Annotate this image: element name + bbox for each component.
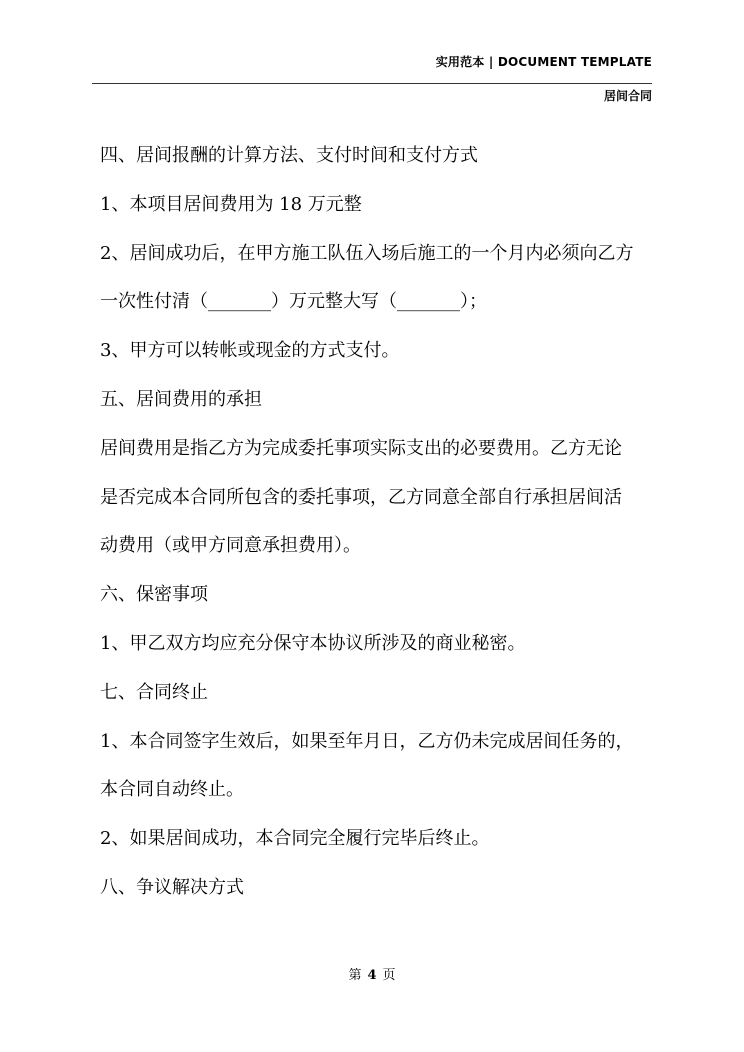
paragraph-line: 动费用（或甲方同意承担费用）。 xyxy=(100,535,361,557)
header-subtitle: 居间合同 xyxy=(603,89,652,103)
paragraph-line: 2、居间成功后，在甲方施工队伍入场后施工的一个月内必须向乙方 xyxy=(100,242,634,264)
section-heading-4: 四、居间报酬的计算方法、支付时间和支付方式 xyxy=(100,145,478,166)
paragraph-line: 3、甲方可以转帐或现金的方式支付。 xyxy=(100,340,400,362)
page-label-suffix: 页 xyxy=(382,968,396,983)
paragraph-line: 1、本合同签字生效后，如果至年月日，乙方仍未完成居间任务的， xyxy=(100,730,634,752)
paragraph-line: 是否完成本合同所包含的委托事项，乙方同意全部自行承担居间活 xyxy=(100,486,622,508)
document-body xyxy=(100,139,660,920)
page-footer xyxy=(0,964,744,983)
page-label-prefix: 第 xyxy=(348,968,362,983)
paragraph-line: 一次性付清（_______）万元整大写（_______）； xyxy=(100,291,487,313)
header-title: 实用范本 | DOCUMENT TEMPLATE xyxy=(435,55,652,69)
paragraph-line: 1、本项目居间费用为 18 万元整 xyxy=(100,193,362,215)
paragraph-line: 居间费用是指乙方为完成委托事项实际支出的必要费用。乙方无论 xyxy=(100,437,622,459)
section-heading-8: 八、争议解决方式 xyxy=(100,876,244,898)
section-heading-5: 五、居间费用的承担 xyxy=(100,388,262,410)
paragraph-line: 1、甲乙双方均应充分保守本协议所涉及的商业秘密。 xyxy=(100,632,526,654)
paragraph-line: 本合同自动终止。 xyxy=(100,779,244,801)
header-divider xyxy=(92,83,652,84)
section-heading-7: 七、合同终止 xyxy=(100,681,208,703)
page-number: 4 xyxy=(367,968,377,983)
paragraph-line: 2、如果居间成功，本合同完全履行完毕后终止。 xyxy=(100,828,490,850)
section-heading-6: 六、保密事项 xyxy=(100,584,208,606)
